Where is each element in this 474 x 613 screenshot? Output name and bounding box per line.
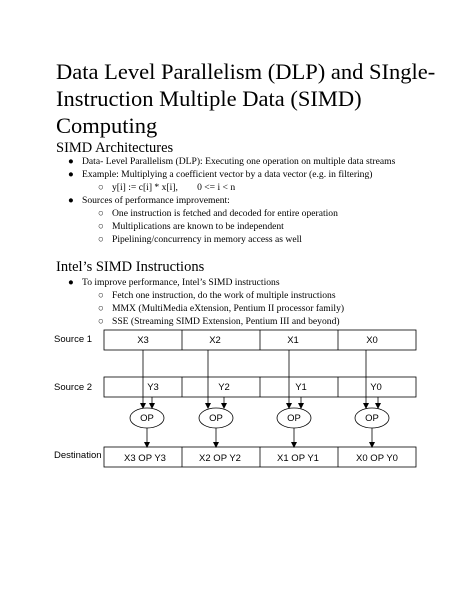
page-title: Data Level Parallelism (DLP) and SIngle-Instruction Multiple Data (SIMD) Computing: [56, 59, 436, 138]
list-item: y[i] := c[i] * x[i], 0 <= i < n: [112, 182, 236, 193]
list-item: MMX (MultiMedia eXtension, Pentium II processor family): [112, 303, 345, 314]
source2-row: [104, 377, 416, 397]
bullet-icon: ●: [68, 156, 74, 167]
source1-cell: X2: [209, 335, 221, 346]
destination-cell: X1 OP Y1: [277, 453, 319, 464]
op-node-label: OP: [287, 413, 301, 424]
section-heading-intel-simd: Intel’s SIMD Instructions: [56, 259, 205, 275]
destination-row: [104, 447, 416, 467]
destination-cell: X2 OP Y2: [199, 453, 241, 464]
source2-cell: Y0: [370, 382, 382, 393]
list-item: SSE (Streaming SIMD Extension, Pentium III and beyond): [112, 316, 340, 327]
source2-label: Source 2: [54, 382, 93, 393]
list-item: One instruction is fetched and decoded for entire operation: [112, 208, 338, 219]
bullet-icon: ●: [68, 277, 74, 288]
list-item: To improve performance, Intel’s SIMD instructions: [82, 277, 280, 288]
list-item: Sources of performance improvement:: [82, 195, 230, 206]
sub-bullet-icon: ○: [98, 208, 104, 219]
source2-cell: Y3: [147, 382, 159, 393]
sub-bullet-icon: ○: [98, 290, 104, 301]
list-item: Multiplications are known to be independent: [112, 221, 284, 232]
source2-arrows: [152, 397, 378, 408]
source1-row: [104, 330, 416, 350]
source1-arrows: [143, 350, 366, 408]
source1-label: Source 1: [54, 334, 93, 345]
op-nodes: [130, 408, 389, 428]
op-node-label: OP: [140, 413, 154, 424]
sub-bullet-icon: ○: [98, 316, 104, 327]
destination-label: Destination: [54, 450, 102, 461]
sub-bullet-icon: ○: [98, 182, 104, 193]
bullet-icon: ●: [68, 169, 74, 180]
sub-bullet-icon: ○: [98, 303, 104, 314]
op-output-arrows: [147, 428, 372, 447]
source1-cell: X0: [366, 335, 378, 346]
bullet-icon: ●: [68, 195, 74, 206]
source2-cell: Y2: [218, 382, 230, 393]
list-item: Fetch one instruction, do the work of multiple instructions: [112, 290, 336, 301]
list-item: Example: Multiplying a coefficient vector by a data vector (e.g. in filtering): [82, 169, 373, 180]
source1-cell: X1: [287, 335, 299, 346]
op-node-label: OP: [365, 413, 379, 424]
list-item: Pipelining/concurrency in memory access as well: [112, 234, 302, 245]
list-item: Data- Level Parallelism (DLP): Executing one operation on multiple data streams: [82, 156, 396, 167]
destination-cell: X0 OP Y0: [356, 453, 398, 464]
section-heading-simd-architectures: SIMD Architectures: [56, 140, 174, 156]
source2-cell: Y1: [295, 382, 307, 393]
source1-cell: X3: [137, 335, 149, 346]
sub-bullet-icon: ○: [98, 234, 104, 245]
op-node-label: OP: [209, 413, 223, 424]
sub-bullet-icon: ○: [98, 221, 104, 232]
destination-cell: X3 OP Y3: [124, 453, 166, 464]
